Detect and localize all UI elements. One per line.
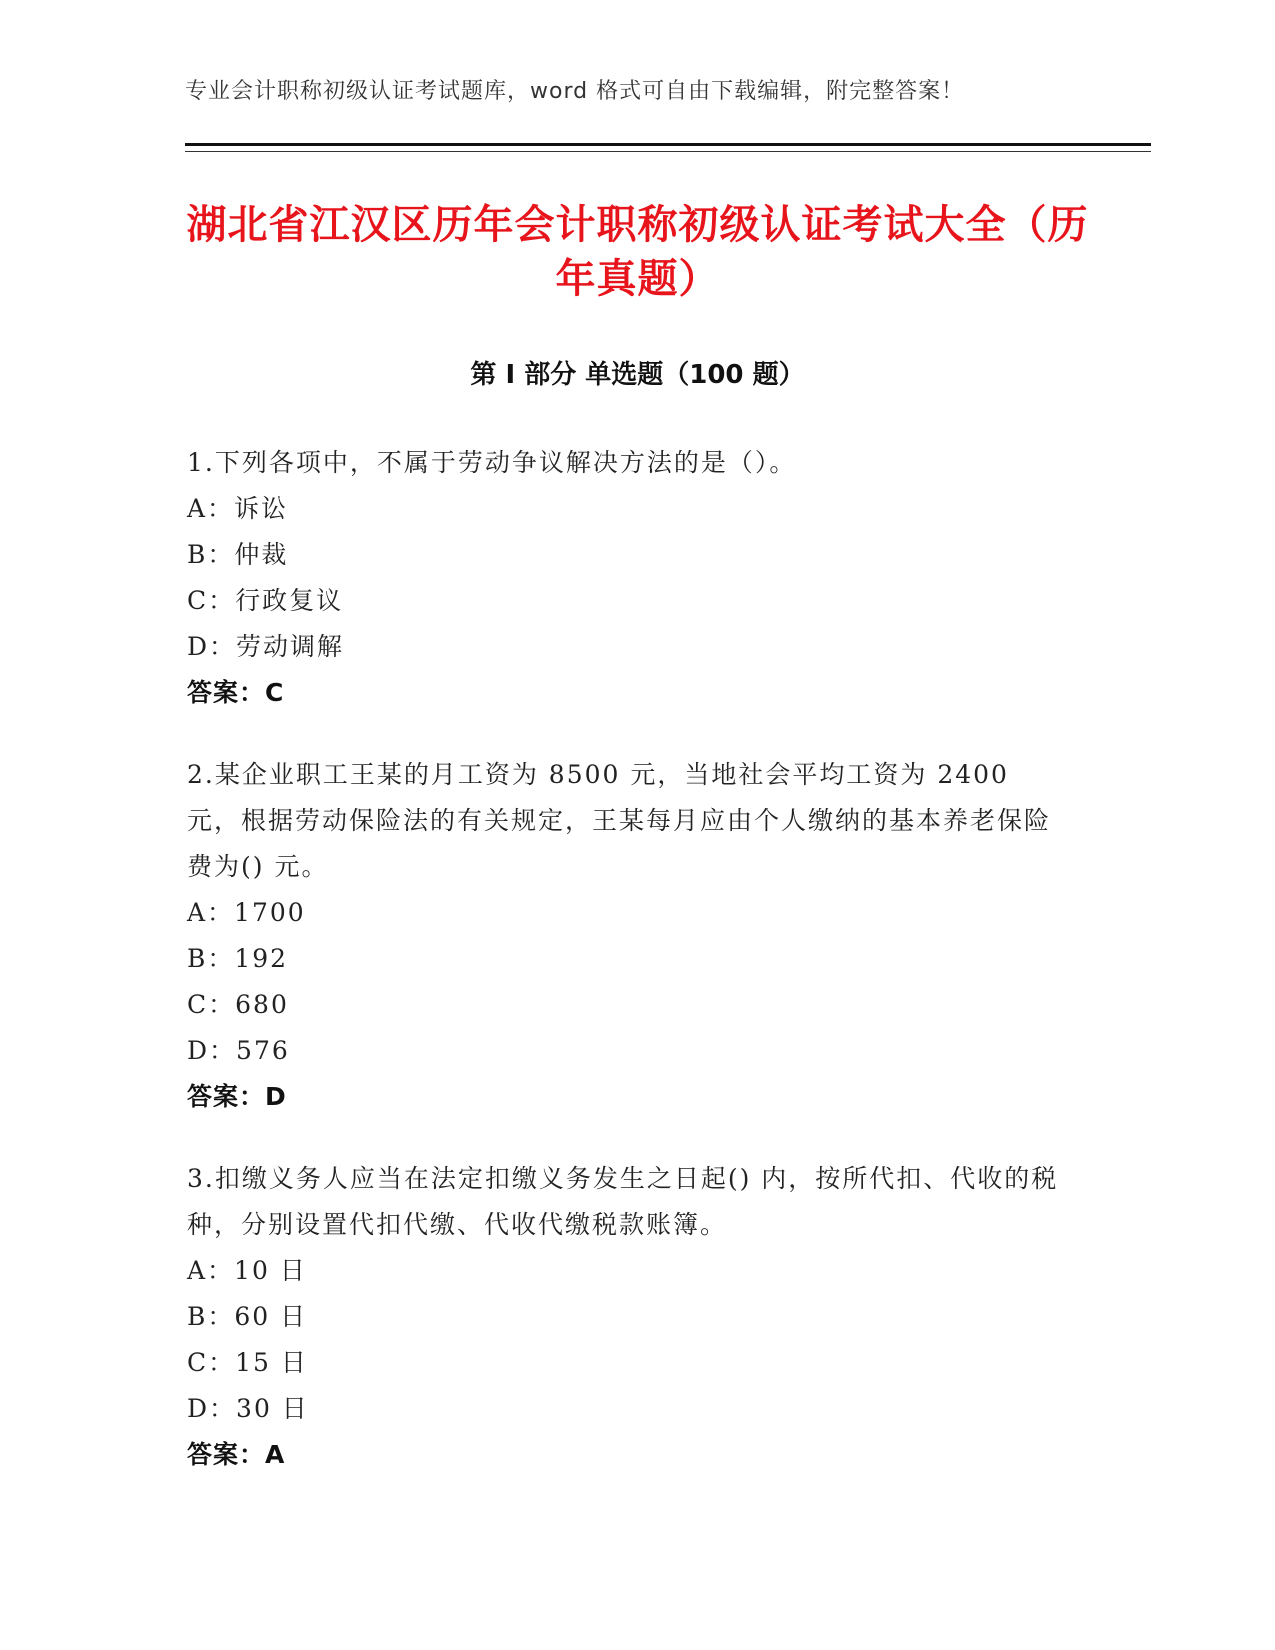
option-d: D：576 <box>187 1036 290 1065</box>
header-rule-thin <box>185 151 1151 152</box>
question-list <box>187 440 1067 1514</box>
option-a: A：10 日 <box>187 1256 307 1285</box>
answer: 答案：D <box>187 1082 287 1111</box>
header-rule <box>185 143 1151 146</box>
question-3 <box>187 1156 1067 1478</box>
option-c: C：15 日 <box>187 1348 308 1377</box>
question-stem: 1.下列各项中，不属于劳动争议解决方法的是（）。 <box>187 448 797 477</box>
answer: 答案：C <box>187 678 285 707</box>
option-c: C：680 <box>187 990 289 1019</box>
question-stem: 3.扣缴义务人应当在法定扣缴义务发生之日起() 内，按所代扣、代收的税种，分别设置代扣代缴、代收代缴税款账簿。 <box>187 1164 1059 1239</box>
answer: 答案：A <box>187 1440 286 1469</box>
header-note: 专业会计职称初级认证考试题库，word 格式可自由下载编辑，附完整答案！ <box>185 79 965 104</box>
option-b: B：60 日 <box>187 1302 308 1331</box>
section-title: 第 I 部分 单选题（100 题） <box>470 360 805 390</box>
option-d: D：30 日 <box>187 1394 309 1423</box>
option-c: C：行政复议 <box>187 586 344 615</box>
option-b: B：192 <box>187 944 289 973</box>
question-1 <box>187 440 1067 716</box>
option-a: A：1700 <box>187 898 306 927</box>
option-d: D：劳动调解 <box>187 632 345 661</box>
option-b: B：仲裁 <box>187 540 289 569</box>
question-stem: 2.某企业职工王某的月工资为 8500 元，当地社会平均工资为 2400 元，根据劳动保险法的有关规定，王某每月应由个人缴纳的基本养老保险费为() 元。 <box>187 760 1052 881</box>
option-a: A：诉讼 <box>187 494 289 523</box>
document-title: 湖北省江汉区历年会计职称初级认证考试大全（历年真题） <box>186 202 1089 302</box>
question-2 <box>187 752 1067 1120</box>
